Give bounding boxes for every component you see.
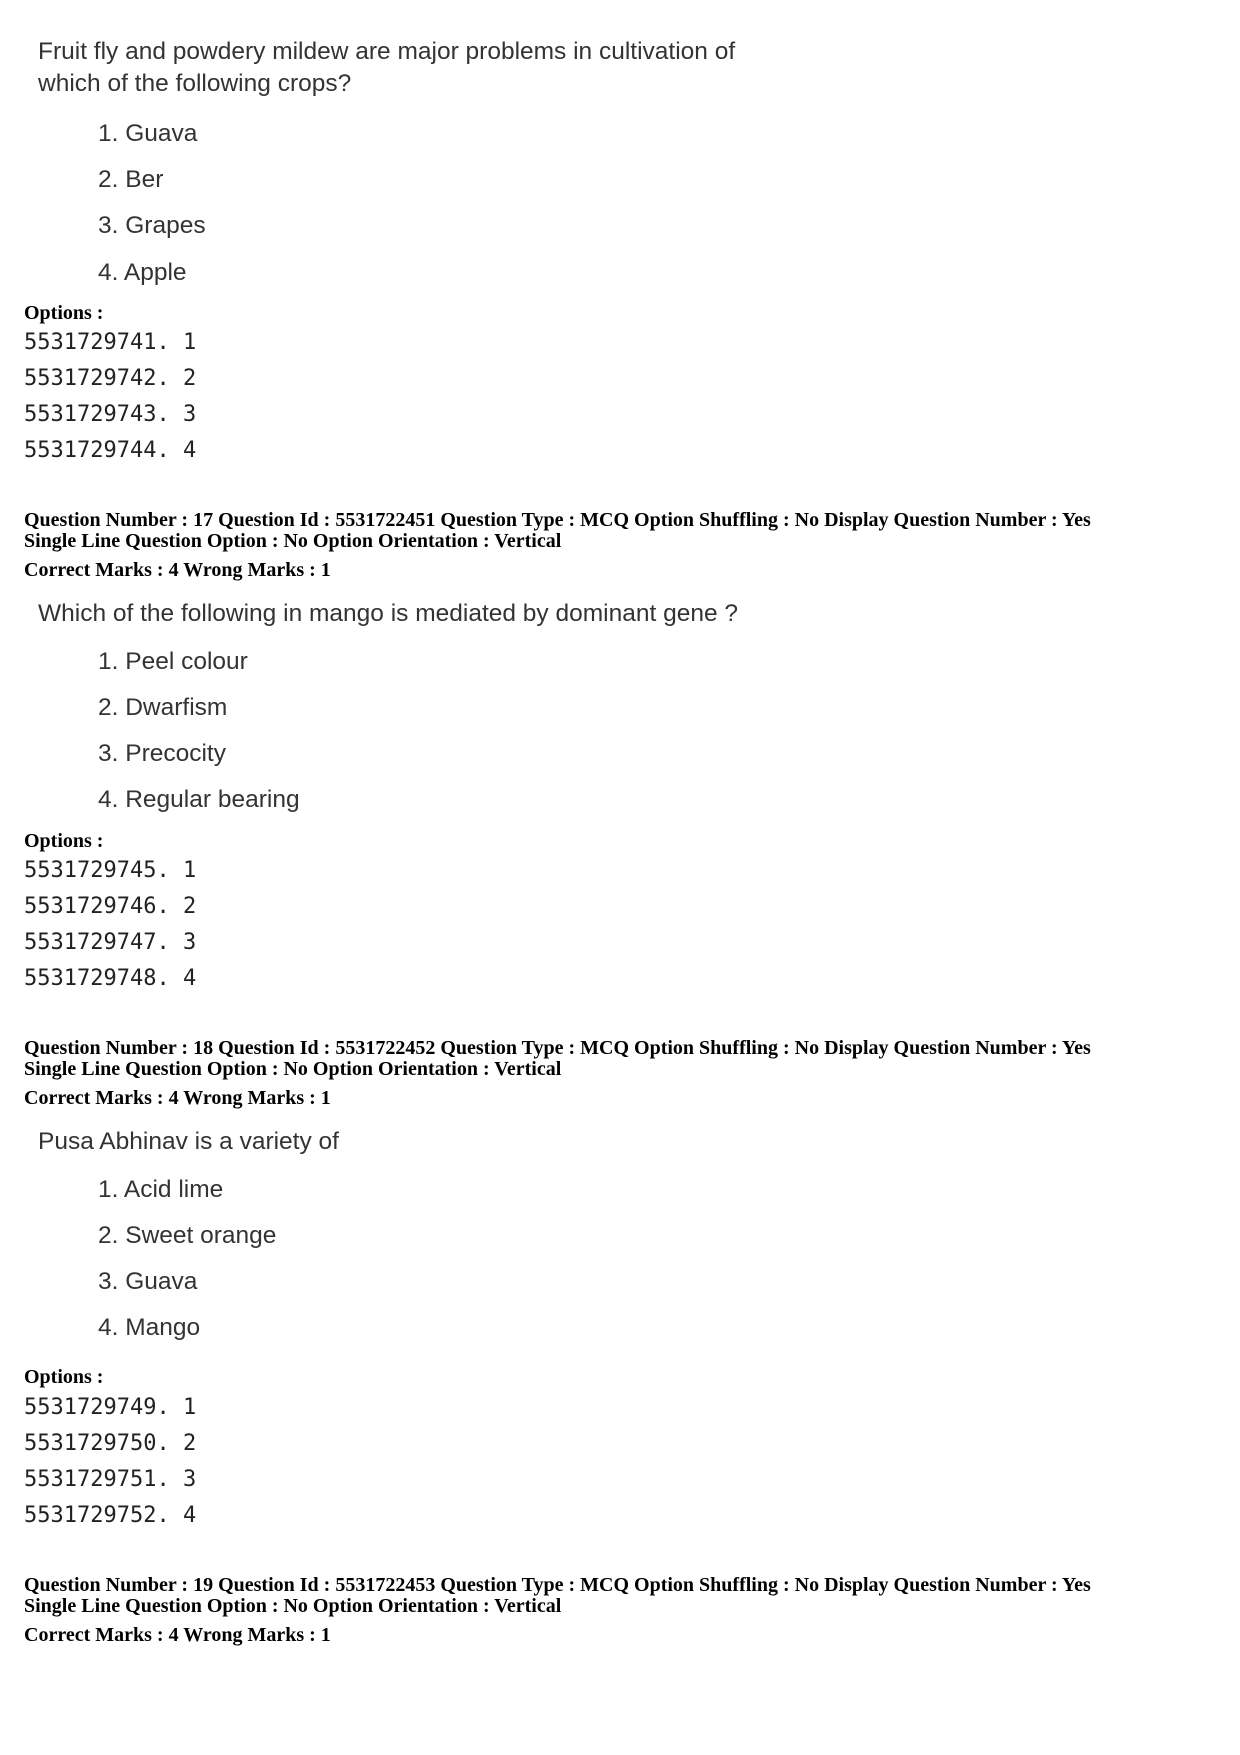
marks-line: Correct Marks : 4 Wrong Marks : 1 — [24, 559, 331, 581]
question-text — [38, 36, 735, 100]
answer-item: 1. Peel colour — [98, 648, 248, 675]
question-meta-line: Single Line Question Option : No Option Orientation : Vertical — [24, 1595, 562, 1617]
answer-item: 4. Mango — [98, 1314, 201, 1341]
question-line: Fruit fly and powdery mildew are major problems in cultivation of — [38, 38, 736, 65]
answer-item: 3. Precocity — [98, 740, 226, 767]
options-label: Options : — [24, 1366, 104, 1388]
question-meta-line: Single Line Question Option : No Option Orientation : Vertical — [24, 530, 562, 552]
option-row: 5531729746. 2 — [24, 894, 197, 919]
marks-line: Correct Marks : 4 Wrong Marks : 1 — [24, 1624, 331, 1646]
option-row: 5531729752. 4 — [24, 1503, 197, 1528]
answer-item: 1. Acid lime — [98, 1176, 224, 1203]
option-row: 5531729744. 4 — [24, 438, 197, 463]
answer-item: 3. Guava — [98, 1268, 198, 1295]
answer-item: 2. Sweet orange — [98, 1222, 277, 1249]
option-row: 5531729745. 1 — [24, 858, 197, 883]
answer-item: 4. Apple — [98, 259, 187, 286]
option-row: 5531729743. 3 — [24, 402, 197, 427]
question-meta-line: Question Number : 17 Question Id : 5531722451 Question Type : MCQ Option Shuffling : No Display Question Number : Yes — [24, 509, 1091, 531]
option-row: 5531729749. 1 — [24, 1395, 197, 1420]
options-label: Options : — [24, 830, 104, 852]
answer-item: 1. Guava — [98, 120, 198, 147]
question-meta-line: Question Number : 18 Question Id : 5531722452 Question Type : MCQ Option Shuffling : No Display Question Number : Yes — [24, 1037, 1091, 1059]
question-line: Pusa Abhinav is a variety of — [38, 1128, 339, 1155]
question-text — [38, 598, 738, 630]
answer-item: 2. Ber — [98, 166, 164, 193]
question-line: Which of the following in mango is mediated by dominant gene ? — [38, 600, 739, 627]
answer-item: 4. Regular bearing — [98, 786, 300, 813]
option-row: 5531729742. 2 — [24, 366, 197, 391]
question-meta-line: Single Line Question Option : No Option Orientation : Vertical — [24, 1058, 562, 1080]
option-row: 5531729748. 4 — [24, 966, 197, 991]
question-meta-line: Question Number : 19 Question Id : 5531722453 Question Type : MCQ Option Shuffling : No Display Question Number : Yes — [24, 1574, 1091, 1596]
answer-item: 2. Dwarfism — [98, 694, 228, 721]
option-row: 5531729750. 2 — [24, 1431, 197, 1456]
option-row: 5531729741. 1 — [24, 330, 197, 355]
question-text — [38, 1126, 339, 1158]
options-label: Options : — [24, 302, 104, 324]
option-row: 5531729747. 3 — [24, 930, 197, 955]
question-line: which of the following crops? — [38, 70, 352, 97]
marks-line: Correct Marks : 4 Wrong Marks : 1 — [24, 1087, 331, 1109]
option-row: 5531729751. 3 — [24, 1467, 197, 1492]
answer-item: 3. Grapes — [98, 212, 206, 239]
